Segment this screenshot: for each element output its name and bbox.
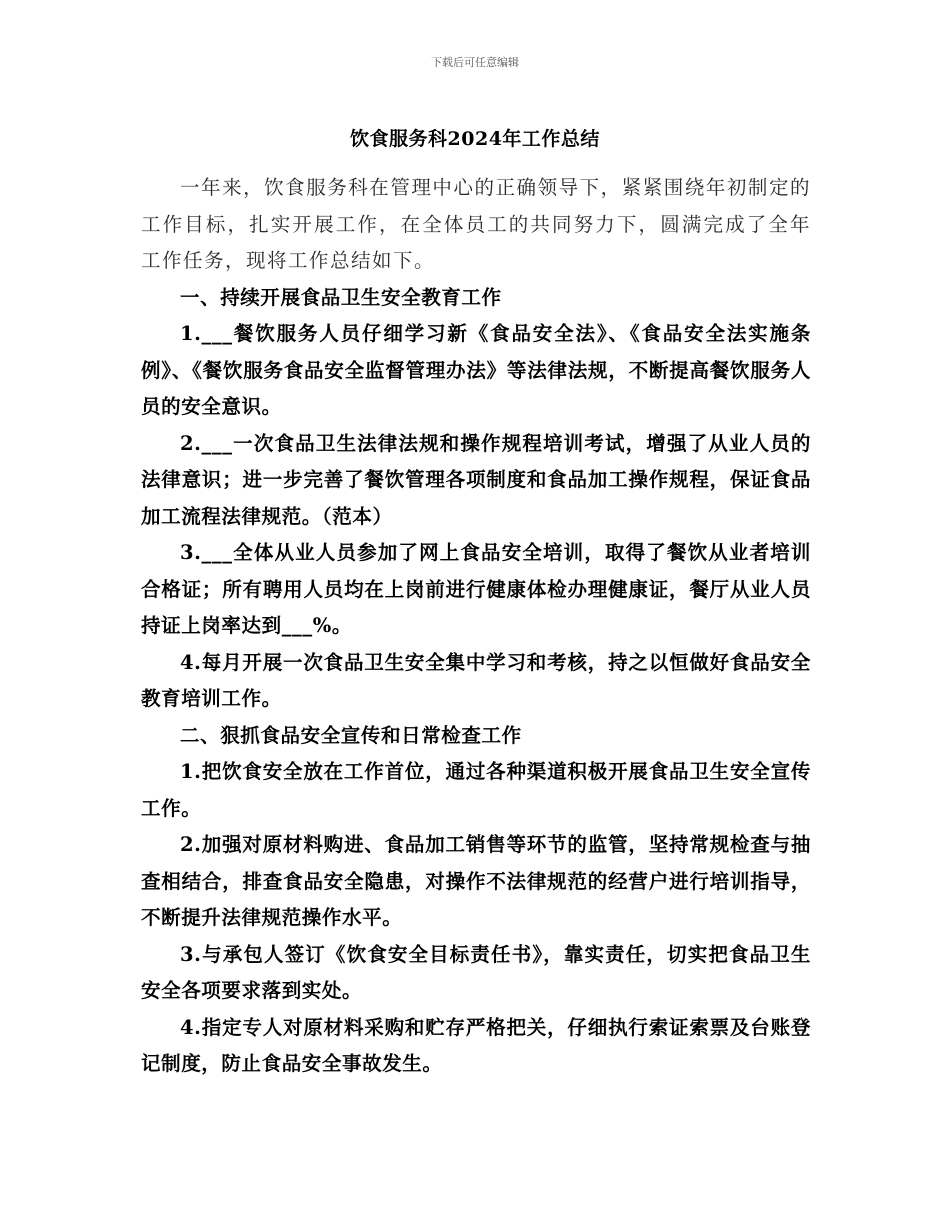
section-1-item-4: 4.每月开展一次食品卫生安全集中学习和考核，持之以恒做好食品安全教育培训工作。	[141, 650, 811, 710]
section-heading-2: 二、狠抓食品安全宣传和日常检查工作	[180, 723, 522, 747]
header-note: 下载后可任意编辑	[431, 56, 519, 69]
section-heading-1: 一、持续开展食品卫生安全教育工作	[180, 285, 502, 309]
document-body	[141, 170, 811, 1083]
document-title: 饮食服务科2024年工作总结	[350, 128, 600, 150]
section-1-item-1: 1.___餐饮服务人员仔细学习新《食品安全法》、《食品安全法实施条例》、《餐饮服务食品安全监督管理办法》等法律法规，不断提高餐饮服务人员的安全意识。	[141, 322, 811, 418]
section-2-item-4: 4.指定专人对原材料采购和贮存严格把关，仔细执行索证索票及台账登记制度，防止食品安全事故发生。	[141, 1015, 811, 1075]
section-2-item-1: 1.把饮食安全放在工作首位，通过各种渠道积极开展食品卫生安全宣传工作。	[141, 760, 811, 820]
section-1-item-3: 3.___全体从业人员参加了网上食品安全培训，取得了餐饮从业者培训合格证；所有聘用人员均在上岗前进行健康体检办理健康证，餐厅从业人员持证上岗率达到___%。	[141, 541, 811, 637]
section-2-item-2: 2.加强对原材料购进、食品加工销售等环节的监管，坚持常规检查与抽查相结合，排查食品安全隐患，对操作不法律规范的经营户进行培训指导，不断提升法律规范操作水平。	[141, 833, 811, 929]
section-1-item-2: 2.___一次食品卫生法律法规和操作规程培训考试，增强了从业人员的法律意识；进一步完善了餐饮管理各项制度和食品加工操作规程，保证食品加工流程法律规范。（范本）	[141, 431, 811, 528]
section-2-item-3: 3.与承包人签订《饮食安全目标责任书》，靠实责任，切实把食品卫生安全各项要求落到实处。	[141, 942, 811, 1002]
intro-paragraph: 一年来，饮食服务科在管理中心的正确领导下，紧紧围绕年初制定的工作目标，扎实开展工作，在全体员工的共同努力下，圆满完成了全年工作任务，现将工作总结如下。	[141, 176, 811, 272]
